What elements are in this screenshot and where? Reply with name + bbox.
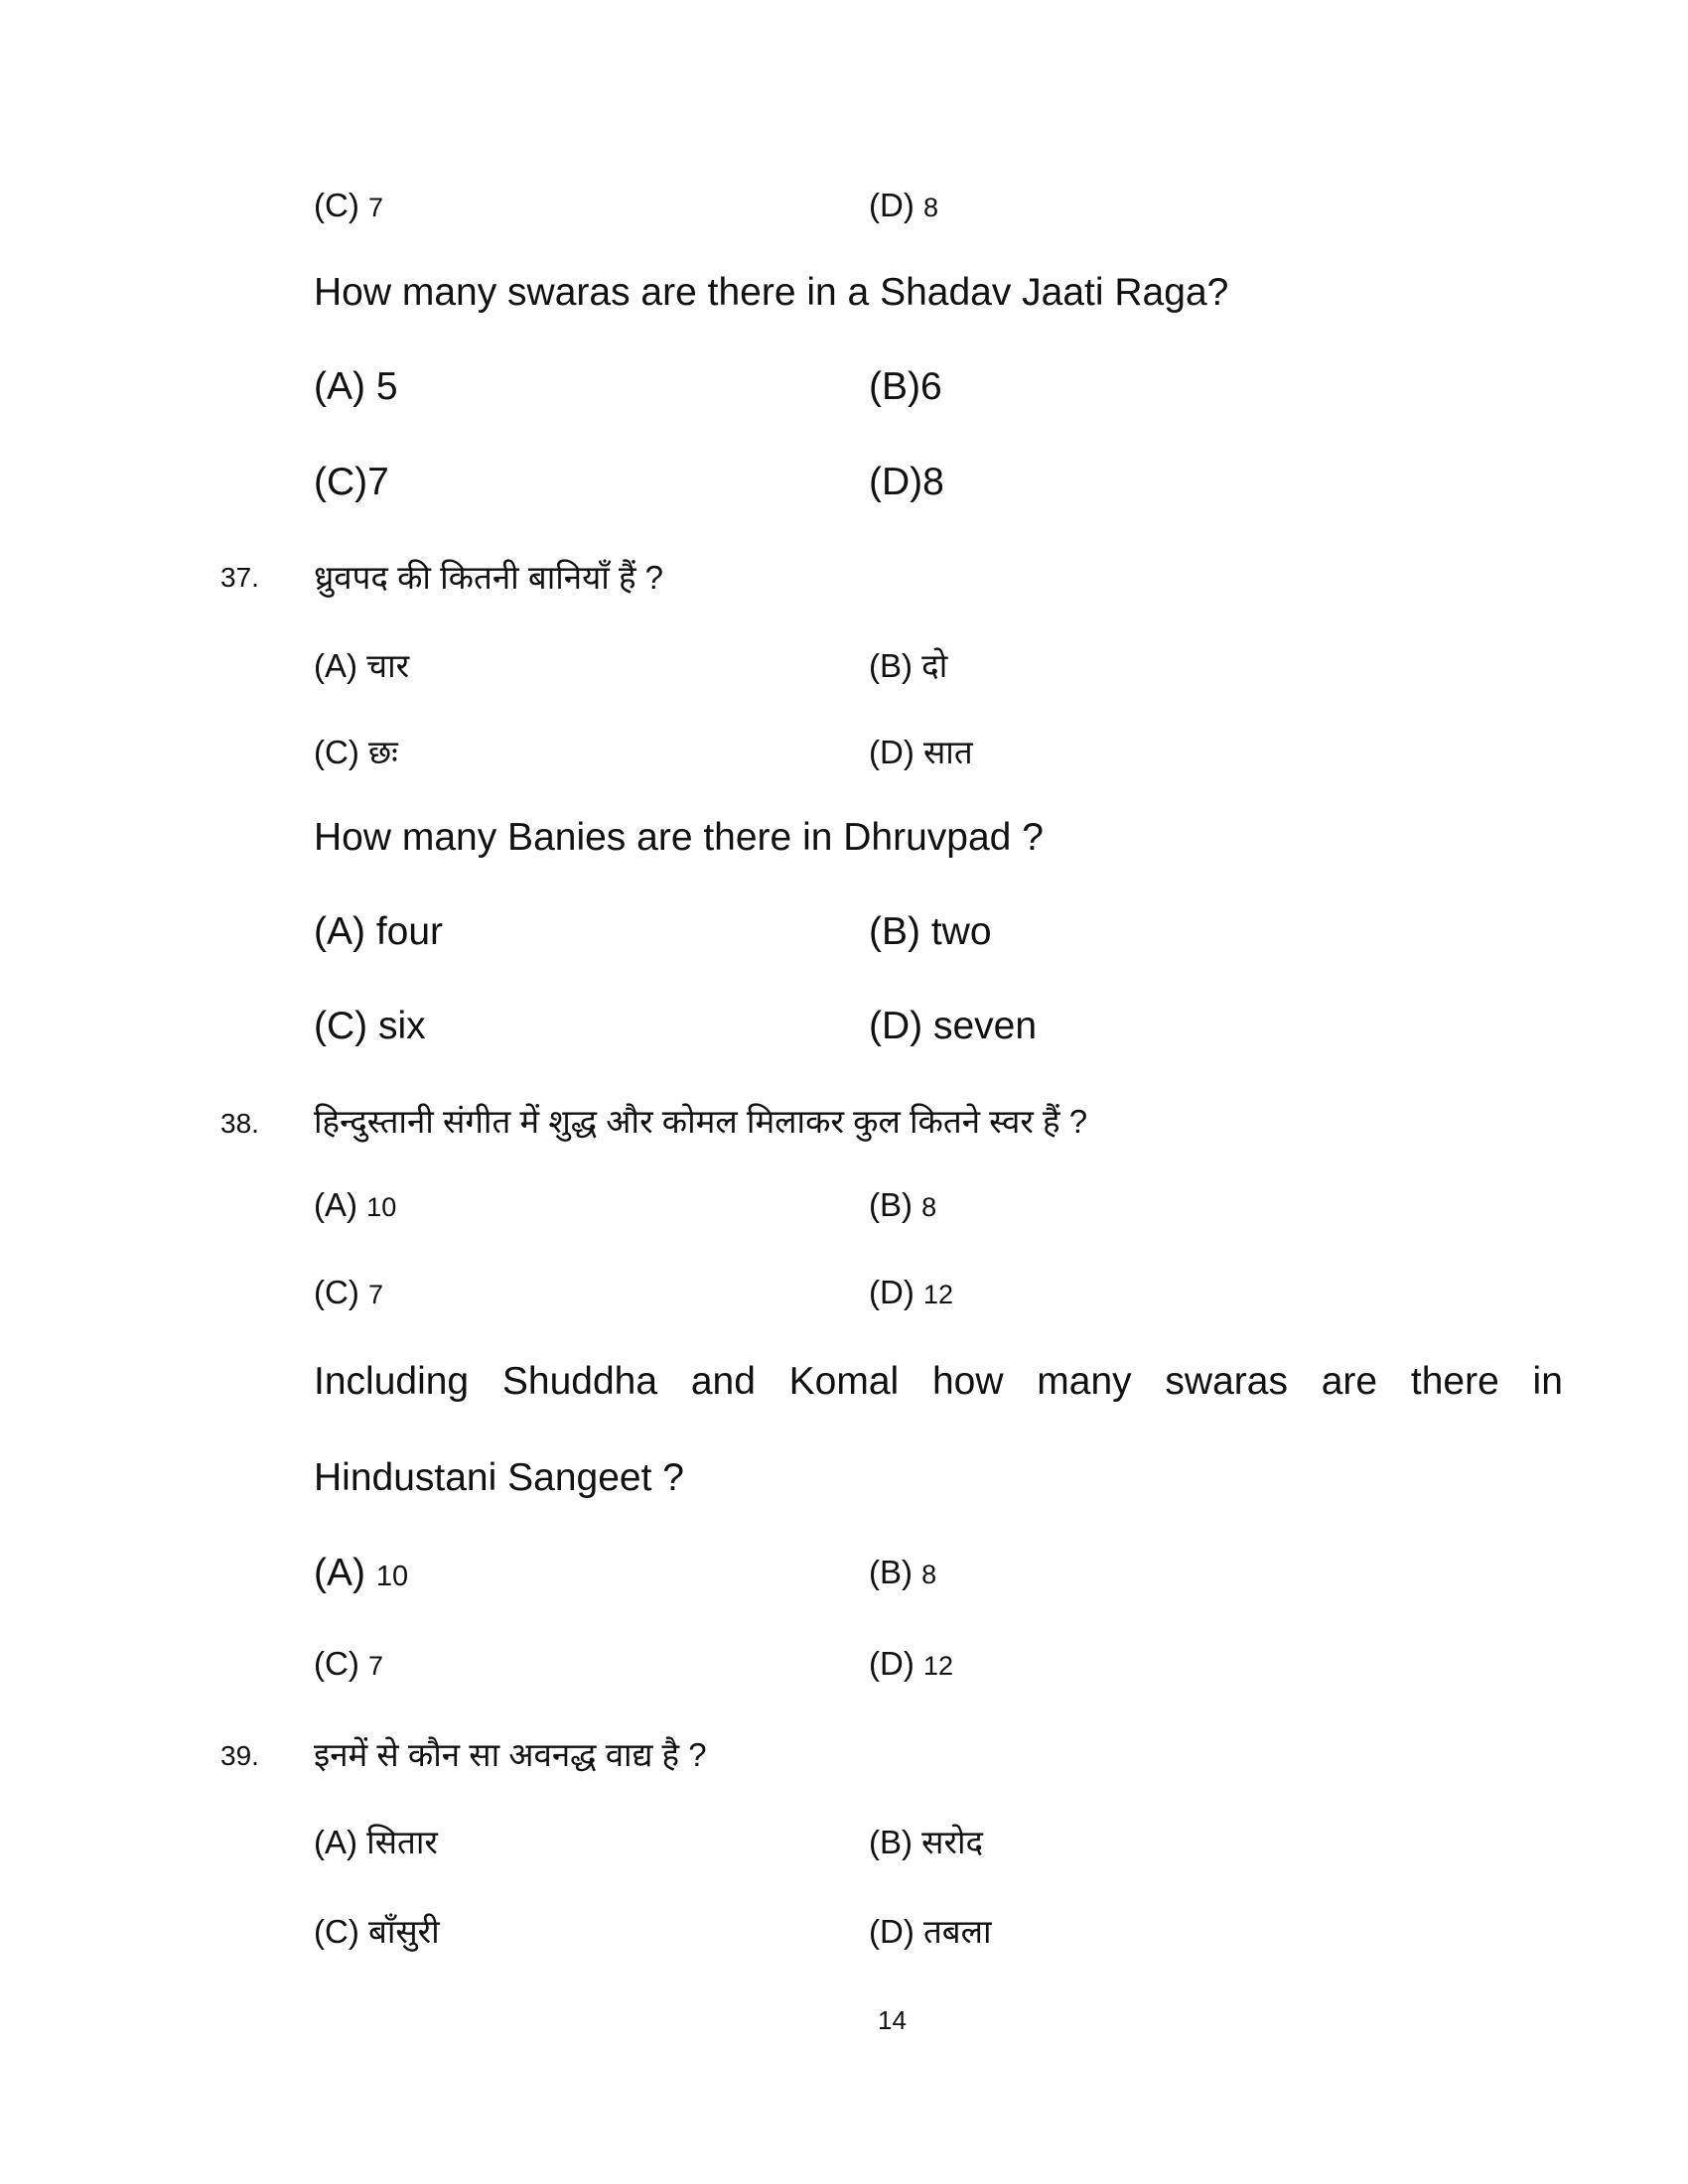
option-c xyxy=(314,1645,383,1683)
option-a xyxy=(314,1552,408,1595)
option-b xyxy=(869,1554,936,1591)
option-c xyxy=(314,1274,383,1311)
option-c xyxy=(314,187,383,224)
option-label: (B) xyxy=(869,910,920,953)
word: and xyxy=(690,1360,756,1403)
option-d xyxy=(869,187,938,224)
option-value: 8 xyxy=(922,193,939,222)
page-number: 14 xyxy=(878,2005,907,2035)
option-a xyxy=(314,910,443,954)
option-label: (B) xyxy=(869,1554,913,1590)
option-d xyxy=(869,461,944,504)
option-value: 10 xyxy=(366,1192,397,1222)
option-value: 6 xyxy=(920,365,942,408)
option-a xyxy=(314,1819,438,1863)
option-label: (A) xyxy=(314,1552,365,1594)
word: in xyxy=(1532,1360,1563,1403)
option-label: (B) xyxy=(869,365,920,408)
option-label: (D) xyxy=(869,461,923,503)
option-value: सात xyxy=(922,734,973,770)
word: there xyxy=(1410,1360,1499,1403)
option-label: (C) xyxy=(314,734,359,770)
option-c xyxy=(314,729,398,773)
option-value: 12 xyxy=(922,1280,954,1309)
option-b xyxy=(869,642,947,687)
option-label: (C) xyxy=(314,1645,359,1682)
option-a xyxy=(314,642,409,687)
option-value: 7 xyxy=(367,1651,384,1681)
option-value: दो xyxy=(921,647,948,684)
option-a xyxy=(314,1186,396,1224)
option-label: (C) xyxy=(314,461,368,503)
option-label: (A) xyxy=(314,910,365,953)
option-c xyxy=(314,1908,440,1953)
option-c xyxy=(314,461,389,504)
option-value: सितार xyxy=(366,1824,438,1860)
option-value: बाँसुरी xyxy=(367,1913,440,1950)
option-value: 10 xyxy=(375,1561,409,1592)
option-value: four xyxy=(375,910,444,953)
question-number: 38. xyxy=(220,1108,259,1139)
option-d xyxy=(869,729,973,773)
question-38-hindi: हिन्दुस्तानी संगीत में शुद्ध और कोमल मिलाकर कुल कितने स्वर हैं ? xyxy=(314,1103,1088,1140)
option-label: (A) xyxy=(314,365,365,408)
option-value: 7 xyxy=(367,193,384,222)
word: Shuddha xyxy=(501,1360,658,1403)
question-number: 37. xyxy=(220,562,259,593)
option-a xyxy=(314,365,398,409)
word: how xyxy=(931,1360,1004,1403)
option-value: 8 xyxy=(921,1192,937,1222)
option-value: two xyxy=(930,910,992,953)
question-37-english: How many Banies are there in Dhruvpad ? xyxy=(314,816,1044,859)
question-36-english: How many swaras are there in a Shadav Jaati Raga? xyxy=(314,271,1229,314)
word: Including xyxy=(314,1360,470,1403)
option-label: (D) xyxy=(869,1005,923,1047)
option-b xyxy=(869,910,992,954)
option-value: seven xyxy=(932,1005,1038,1047)
option-label: (A) xyxy=(314,1186,357,1223)
option-d xyxy=(869,1005,1037,1048)
option-value: तबला xyxy=(922,1913,992,1950)
option-b xyxy=(869,365,942,409)
option-c xyxy=(314,1005,426,1048)
option-label: (D) xyxy=(869,1274,914,1310)
option-label: (D) xyxy=(869,187,914,223)
option-d xyxy=(869,1645,953,1683)
word: are xyxy=(1321,1360,1378,1403)
option-label: (D) xyxy=(869,734,914,770)
option-value: सरोद xyxy=(921,1824,984,1860)
option-label: (D) xyxy=(869,1645,914,1682)
option-label: (C) xyxy=(314,1005,368,1047)
question-number: 39. xyxy=(220,1740,259,1771)
option-value: छः xyxy=(367,734,398,770)
option-label: (A) xyxy=(314,647,357,684)
option-label: (A) xyxy=(314,1824,357,1860)
option-b xyxy=(869,1819,983,1863)
option-label: (C) xyxy=(314,1913,359,1950)
option-value: 12 xyxy=(922,1651,954,1681)
option-value: चार xyxy=(366,647,410,684)
option-value: 8 xyxy=(922,461,944,503)
option-value: 7 xyxy=(367,461,389,503)
option-label: (B) xyxy=(869,1186,913,1223)
option-d xyxy=(869,1274,953,1311)
option-label: (C) xyxy=(314,187,359,223)
question-39-hindi: इनमें से कौन सा अवनद्ध वाद्य है ? xyxy=(314,1736,707,1773)
word: swaras xyxy=(1165,1360,1288,1403)
option-value: six xyxy=(377,1005,426,1047)
option-label: (C) xyxy=(314,1274,359,1310)
option-label: (B) xyxy=(869,647,913,684)
word: Komal xyxy=(788,1360,900,1403)
option-value: 7 xyxy=(367,1280,384,1309)
option-label: (D) xyxy=(869,1913,914,1950)
question-38-english-line1 xyxy=(314,1360,1563,1404)
option-b xyxy=(869,1186,936,1224)
question-38-english-line2: Hindustani Sangeet ? xyxy=(314,1456,684,1499)
word: many xyxy=(1037,1360,1132,1403)
option-d xyxy=(869,1908,992,1953)
question-37-hindi: ध्रुवपद की कितनी बानियाँ हैं ? xyxy=(314,559,664,596)
option-value: 8 xyxy=(921,1560,937,1589)
option-value: 5 xyxy=(375,365,398,408)
option-label: (B) xyxy=(869,1824,913,1860)
